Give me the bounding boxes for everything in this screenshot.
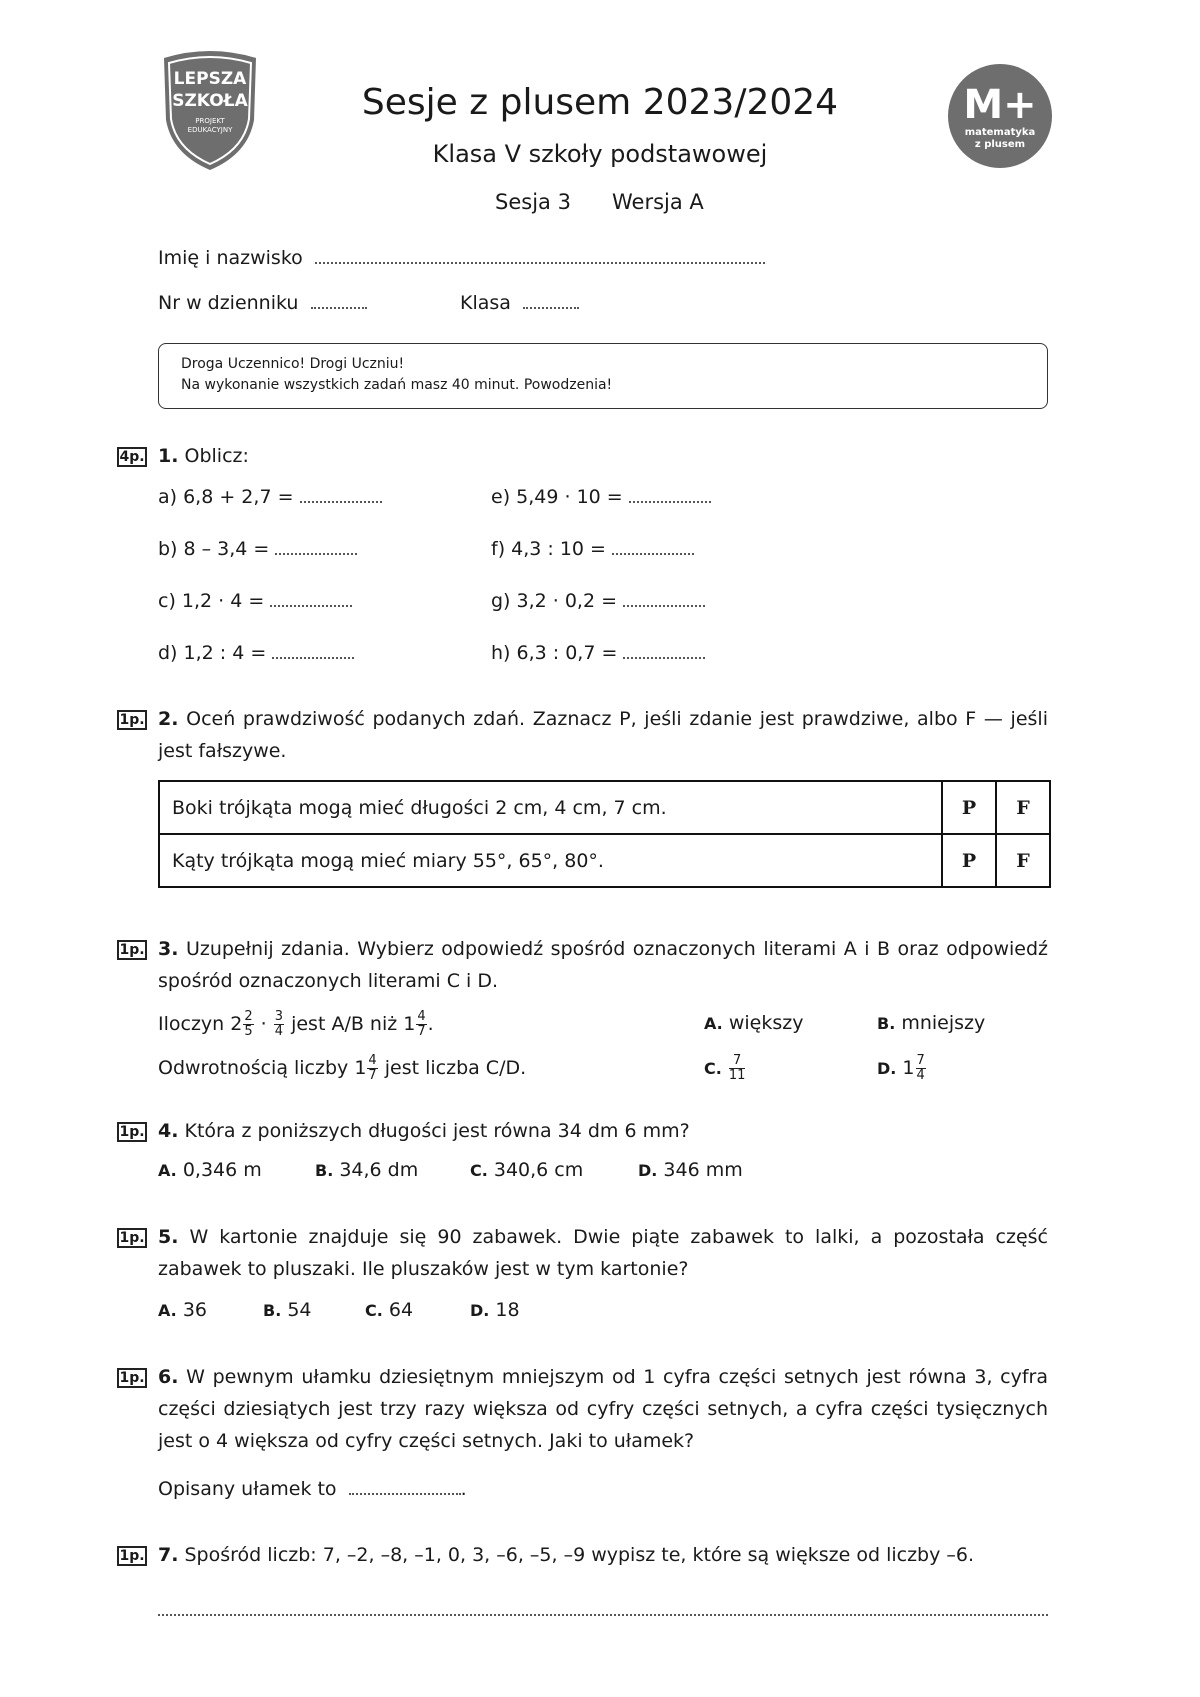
q4-text: Która z poniższych długości jest równa 34 dm 6 mm?: [184, 1120, 690, 1142]
fraction: $\frac{7}{11}$: [728, 1053, 746, 1083]
q7-answer-line[interactable]: [158, 1604, 1048, 1616]
q3-option-d[interactable]: D. 1 $\frac{7}{4}$: [877, 1053, 925, 1083]
true-false-table: [158, 780, 1051, 888]
q7-number: 7.: [158, 1544, 179, 1566]
q5-option-d[interactable]: D. 18: [470, 1299, 520, 1321]
statement-1: Boki trójkąta mogą mieć długości 2 cm, 4 cm, 7 cm.: [159, 781, 942, 834]
number-label: Nr w dzienniku: [158, 292, 299, 314]
name-field[interactable]: [158, 246, 765, 269]
session-label: Sesja 3: [495, 190, 571, 214]
q1-heading: [158, 440, 1048, 472]
true-option[interactable]: P: [942, 781, 996, 834]
logo-line-3: PROJEKT: [195, 117, 225, 125]
class-field[interactable]: [460, 291, 579, 314]
q1-item-a: a) 6,8 + 2,7 =: [158, 485, 382, 508]
q4-points: 1p.: [117, 1122, 147, 1142]
answer-line[interactable]: [623, 641, 705, 659]
name-label: Imię i nazwisko: [158, 247, 303, 269]
statement-2: Kąty trójkąta mogą mieć miary 55°, 65°, 80°.: [159, 834, 942, 887]
q1-item-b: b) 8 – 3,4 =: [158, 537, 357, 560]
answer-line[interactable]: [349, 1477, 461, 1495]
q2-number: 2.: [158, 708, 179, 730]
logo-text-1: matematyka: [964, 127, 1036, 138]
answer-line[interactable]: [270, 589, 352, 607]
q5-number: 5.: [158, 1226, 179, 1248]
q3-points: 1p.: [117, 940, 147, 960]
q5-option-a[interactable]: A. 36: [158, 1299, 207, 1321]
q1-item-h: h) 6,3 : 0,7 =: [491, 641, 705, 664]
logo-text-2: z plusem: [974, 139, 1026, 150]
q5-points: 1p.: [117, 1228, 147, 1248]
instructions-box: [158, 343, 1048, 409]
q6-points: 1p.: [117, 1368, 147, 1388]
false-option[interactable]: F: [996, 834, 1050, 887]
q6-answer-label: Opisany ułamek to: [158, 1478, 337, 1500]
q2-heading: [158, 703, 1048, 767]
q1-item-d: d) 1,2 : 4 =: [158, 641, 354, 664]
q4-heading: [158, 1115, 1048, 1147]
q1-item-f: f) 4,3 : 10 =: [491, 537, 694, 560]
logo-mark: M+: [963, 82, 1037, 128]
q4-number: 4.: [158, 1120, 179, 1142]
page-title: Sesje z plusem 2023/2024: [361, 82, 839, 123]
q3-option-b[interactable]: B. mniejszy: [877, 1012, 986, 1034]
q2-points: 1p.: [117, 710, 147, 730]
answer-line[interactable]: [629, 485, 711, 503]
fraction: $\frac{4}{7}$: [417, 1009, 426, 1039]
q7-text: Spośród liczb: 7, –2, –8, –1, 0, 3, –6, –5, –9 wypisz te, które są większe od liczby –6.: [184, 1544, 975, 1566]
q1-points: 4p.: [117, 447, 147, 467]
q3-text: Uzupełnij zdania. Wybierz odpowiedź spośród oznaczonych literami A i B oraz odpowiedź spośród oznaczonych literami C i D.: [158, 938, 1048, 992]
q6-heading: [158, 1361, 1048, 1457]
q3-sentence-2: Odwrotnością liczby 1 $\frac{4}{7}$ jest liczba C/D.: [158, 1053, 527, 1083]
fraction: $\frac{2}{5}$: [244, 1009, 253, 1039]
q6-number: 6.: [158, 1366, 179, 1388]
q1-item-g: g) 3,2 · 0,2 =: [491, 589, 705, 612]
answer-line[interactable]: [275, 537, 357, 555]
q3-option-c[interactable]: C. $\frac{7}{11}$: [704, 1053, 746, 1083]
class-line[interactable]: [523, 291, 579, 309]
q4-option-d[interactable]: D. 346 mm: [638, 1159, 743, 1181]
q1-item-c: c) 1,2 · 4 =: [158, 589, 352, 612]
answer-line[interactable]: [623, 589, 705, 607]
q6-text: W pewnym ułamku dziesiętnym mniejszym od 1 cyfra części setnych jest równa 3, cyfra części dziesiątych jest trzy razy większa od cyfry części setnych, a cyfra części tysięcznych jest o 4 większa od cyfry części setnych. Jaki to ułamek?: [158, 1366, 1048, 1452]
q4-option-a[interactable]: A. 0,346 m: [158, 1159, 262, 1181]
q5-heading: [158, 1221, 1048, 1285]
true-option[interactable]: P: [942, 834, 996, 887]
q3-heading: [158, 933, 1048, 997]
q1-item-e: e) 5,49 · 10 =: [491, 485, 711, 508]
q3-sentence-1: Iloczyn 2 $\frac{2}{5}$ · $\frac{3}{4}$ jest A/B niż 1 $\frac{4}{7}$ .: [158, 1009, 434, 1039]
q5-option-b[interactable]: B. 54: [263, 1299, 312, 1321]
q4-option-c[interactable]: C. 340,6 cm: [470, 1159, 584, 1181]
false-option[interactable]: F: [996, 781, 1050, 834]
answer-line[interactable]: [612, 537, 694, 555]
q7-points: 1p.: [117, 1546, 147, 1566]
q2-text: Oceń prawdziwość podanych zdań. Zaznacz P, jeśli zdanie jest prawdziwe, albo F — jeśli jest fałszywe.: [158, 708, 1048, 762]
answer-line[interactable]: [300, 485, 382, 503]
logo-line-2: SZKOŁA: [172, 91, 248, 111]
number-line[interactable]: [311, 291, 367, 309]
fraction: $\frac{7}{4}$: [916, 1053, 925, 1083]
table-row: [159, 834, 1050, 887]
logo-line-1: LEPSZA: [173, 69, 247, 89]
number-field[interactable]: [158, 291, 367, 314]
class-label: Klasa: [460, 292, 511, 314]
q1-text: Oblicz:: [184, 445, 249, 467]
table-row: [159, 781, 1050, 834]
q5-option-c[interactable]: C. 64: [365, 1299, 414, 1321]
q1-number: 1.: [158, 445, 179, 467]
name-line[interactable]: [315, 246, 765, 264]
q3-option-a[interactable]: A. większy: [704, 1012, 804, 1034]
q7-heading: [158, 1539, 1048, 1571]
fraction: $\frac{4}{7}$: [368, 1053, 377, 1083]
q5-text: W kartonie znajduje się 90 zabawek. Dwie piąte zabawek to lalki, a pozostała część zabawek to pluszaki. Ile pluszaków jest w tym kartonie?: [158, 1226, 1048, 1280]
version-label: Wersja A: [612, 190, 704, 214]
answer-line[interactable]: [272, 641, 354, 659]
instructions-line-1: Droga Uczennico! Drogi Uczniu!: [181, 356, 405, 372]
q6-answer: Opisany ułamek to .: [158, 1478, 467, 1500]
fraction: $\frac{3}{4}$: [274, 1009, 284, 1039]
page-subtitle: Klasa V szkoły podstawowej: [432, 140, 768, 168]
q3-number: 3.: [158, 938, 179, 960]
logo-line-4: EDUKACYJNY: [187, 126, 233, 134]
q4-option-b[interactable]: B. 34,6 dm: [315, 1159, 419, 1181]
instructions-line-2: Na wykonanie wszystkich zadań masz 40 minut. Powodzenia!: [181, 377, 613, 393]
